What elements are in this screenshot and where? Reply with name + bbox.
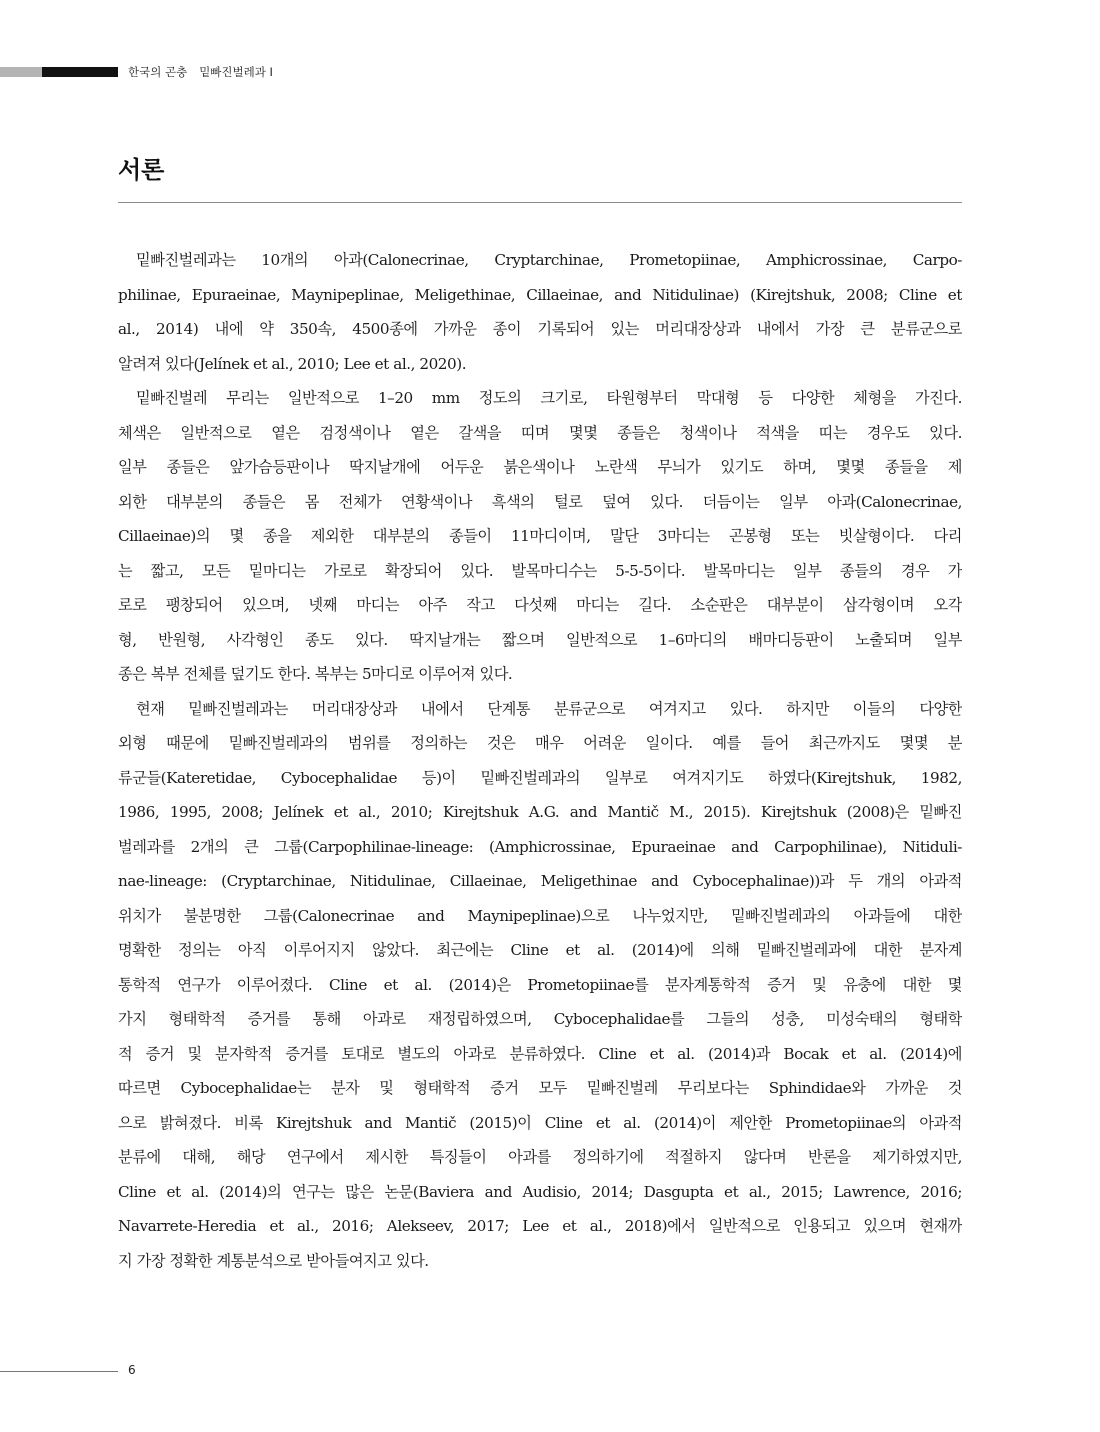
body-line: 외한 대부분의 종들은 몸 전체가 연황색이나 흑색의 털로 덮여 있다. 더듬이는 일부 아과(Calonecrinae,	[118, 492, 962, 511]
body-line: 일부 종들은 앞가슴등판이나 딱지날개에 어두운 붉은색이나 노란색 무늬가 있기도 하며, 몇몇 종들을 제	[118, 458, 962, 476]
body-line: 종은 복부 전체를 덮기도 한다. 복부는 5마디로 이루어져 있다.	[118, 665, 513, 683]
body-line: 로로 팽창되어 있으며, 넷째 마디는 아주 작고 다섯째 마디는 길다. 소순판은 대부분이 삼각형이며 오각	[118, 596, 962, 614]
body-line: 는 짧고, 모든 밑마디는 가로로 확장되어 있다. 발목마디수는 5-5-5이다. 발목마디는 일부 종들의 경우 가	[118, 561, 962, 580]
body-line: 분류에 대해, 해당 연구에서 제시한 특징들이 아과를 정의하기에 적절하지 않다며 반론을 제기하였지만,	[118, 1148, 962, 1166]
header-bar-black	[42, 67, 118, 77]
body-line: 으로 밝혀졌다. 비록 Kirejtshuk and Mantič (2015)이 Cline et al. (2014)이 제안한 Prometopiinae의 아과적	[118, 1113, 962, 1132]
body-text	[118, 249, 962, 1284]
header-bar-gray	[0, 67, 42, 77]
body-line: 체색은 일반적으로 옅은 검정색이나 옅은 갈색을 띠며 몇몇 종들은 청색이나 적색을 띠는 경우도 있다.	[118, 423, 962, 442]
body-line: 명확한 정의는 아직 이루어지지 않았다. 최근에는 Cline et al. (2014)에 의해 밑빠진벌레과에 대한 분자계	[118, 941, 962, 959]
page-number: 6	[128, 1363, 136, 1377]
body-line: 지 가장 정확한 계통분석으로 받아들여지고 있다.	[118, 1251, 429, 1270]
body-line: 밑빠진벌레과는 10개의 아과(Calonecrinae, Cryptarchinae, Prometopiinae, Amphicrossinae, Carpo-	[136, 251, 962, 269]
body-line: Cline et al. (2014)의 연구는 많은 논문(Baviera and Audisio, 2014; Dasgupta et al., 2015; Lawrence, 2016;	[118, 1182, 962, 1201]
body-line: nae-lineage: (Cryptarchinae, Nitidulinae, Cillaeinae, Meligethinae and Cybocephalinae))과 두 개의 아과적	[118, 872, 962, 890]
section-title: 서론	[118, 156, 165, 184]
body-line: 위치가 불분명한 그룹(Calonecrinae and Maynipeplinae)으로 나누었지만, 밑빠진벌레과의 아과들에 대한	[118, 906, 962, 925]
header-chapter: 밑빠진벌레과 I	[199, 65, 273, 79]
body-line: philinae, Epuraeinae, Maynipeplinae, Meligethinae, Cillaeinae, and Nitidulinae) (Kirejtshuk, 2008; Cline et	[118, 285, 962, 304]
body-line: 류군들(Kateretidae, Cybocephalidae 등)이 밑빠진벌레과의 일부로 여겨지기도 하였다(Kirejtshuk, 1982,	[118, 768, 962, 787]
title-rule	[118, 202, 962, 203]
body-line: al., 2014) 내에 약 350속, 4500종에 가까운 종이 기록되어 있는 머리대장상과 내에서 가장 큰 분류군으로	[118, 320, 962, 338]
body-line: 외형 때문에 밑빠진벌레과의 범위를 정의하는 것은 매우 어려운 일이다. 예를 들어 최근까지도 몇몇 분	[118, 734, 962, 752]
body-line: 현재 밑빠진벌레과는 머리대장상과 내에서 단계통 분류군으로 여겨지고 있다. 하지만 이들의 다양한	[136, 699, 962, 718]
body-line: 가지 형태학적 증거를 통해 아과로 재정립하였으며, Cybocephalidae를 그들의 성충, 미성숙태의 형태학	[118, 1010, 962, 1028]
body-line: Navarrete-Heredia et al., 2016; Alekseev, 2017; Lee et al., 2018)에서 일반적으로 인용되고 있으며 현재까	[118, 1217, 962, 1235]
body-line: 적 증거 및 분자학적 증거를 토대로 별도의 아과로 분류하였다. Cline et al. (2014)과 Bocak et al. (2014)에	[118, 1044, 962, 1063]
body-line: 1986, 1995, 2008; Jelínek et al., 2010; Kirejtshuk A.G. and Mantič M., 2015). Kirejtshuk (2008)은 밑빠진	[118, 803, 962, 821]
body-line: 통학적 연구가 이루어졌다. Cline et al. (2014)은 Prometopiinae를 분자계통학적 증거 및 유충에 대한 몇	[118, 975, 962, 994]
body-line: 밑빠진벌레 무리는 일반적으로 1–20 mm 정도의 크기로, 타원형부터 막대형 등 다양한 체형을 가진다.	[136, 389, 962, 407]
footer-rule	[0, 1371, 118, 1372]
body-line: 형, 반원형, 사각형인 종도 있다. 딱지날개는 짧으며 일반적으로 1–6마디의 배마디등판이 노출되며 일부	[118, 630, 962, 649]
header-book-title: 한국의 곤충	[128, 65, 188, 79]
body-line: 알려져 있다(Jelínek et al., 2010; Lee et al., 2020).	[118, 354, 467, 373]
body-line: Cillaeinae)의 몇 종을 제외한 대부분의 종들이 11마디이며, 말단 3마디는 곤봉형 또는 빗살형이다. 다리	[118, 527, 962, 545]
body-line: 벌레과를 2개의 큰 그룹(Carpophilinae-lineage: (Amphicrossinae, Epuraeinae and Carpophilinae), Nitiduli-	[118, 837, 962, 856]
running-header	[128, 64, 273, 80]
body-line: 따르면 Cybocephalidae는 분자 및 형태학적 증거 모두 밑빠진벌레 무리보다는 Sphindidae와 가까운 것	[118, 1079, 962, 1097]
